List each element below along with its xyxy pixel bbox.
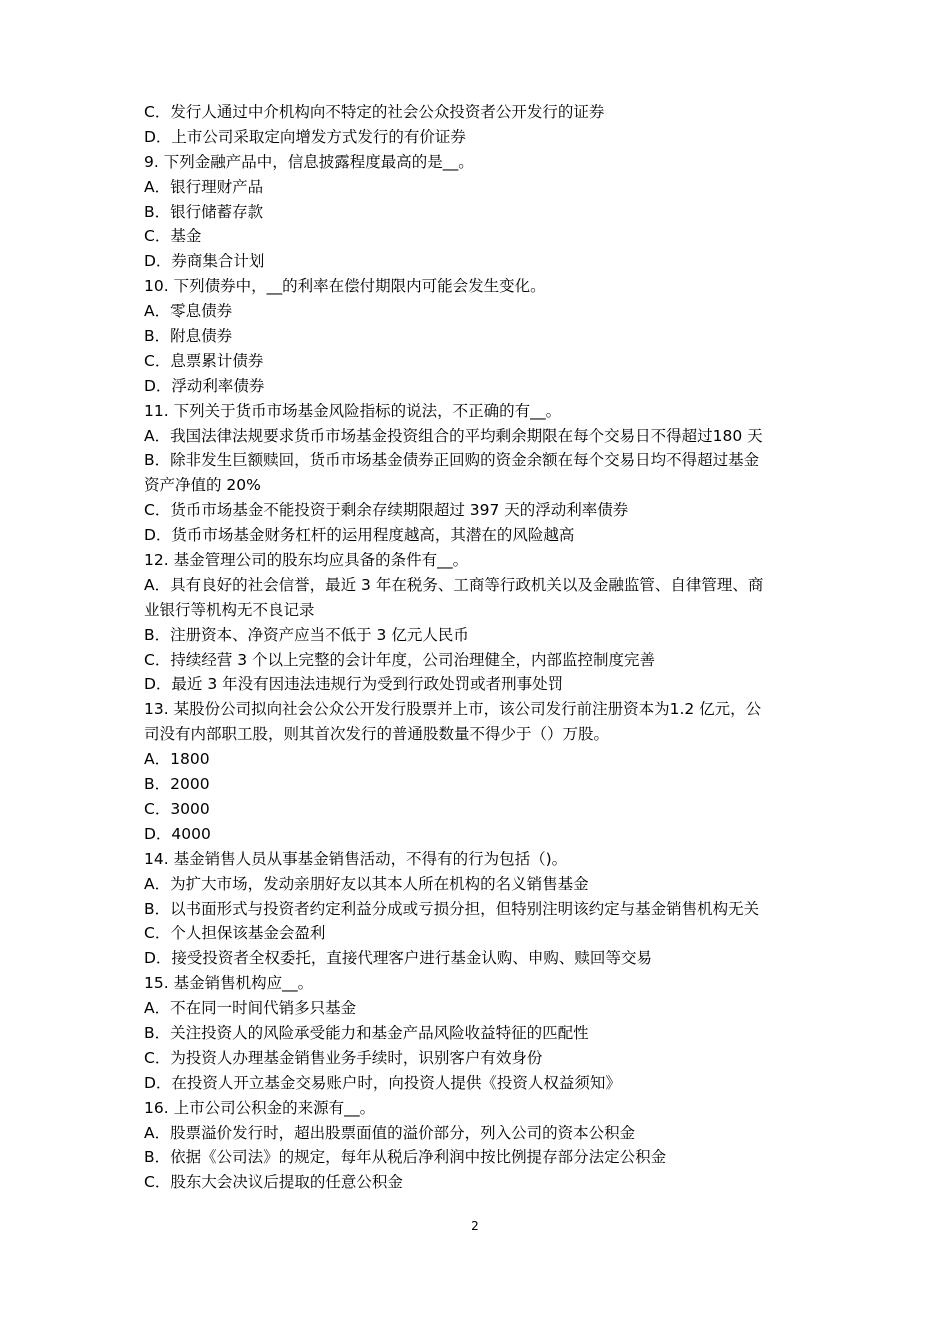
option-line: B．2000 <box>144 775 210 794</box>
option-line: A．零息债券 <box>144 302 233 321</box>
question-line: 11. 下列关于货币市场基金风险指标的说法，不正确的有__。 <box>144 401 562 420</box>
option-line: D．在投资人开立基金交易账户时，向投资人提供《投资人权益须知》 <box>144 1073 621 1092</box>
option-line: C．个人担保该基金会盈利 <box>144 924 326 943</box>
question-line: 15. 基金销售机构应__。 <box>144 974 314 993</box>
question-line: 9. 下列金融产品中，信息披露程度最高的是__。 <box>144 152 474 171</box>
option-line: D．接受投资者全权委托，直接代理客户进行基金认购、申购、赎回等交易 <box>144 949 652 968</box>
option-line: B．除非发生巨额赎回，货币市场基金债券正回购的资金余额在每个交易日均不得超过基金 <box>144 451 760 470</box>
option-line: A．股票溢价发行时，超出股票面值的溢价部分，列入公司的资本公积金 <box>144 1123 636 1142</box>
text-line: D．上市公司采取定向增发方式发行的有价证券 <box>144 127 466 146</box>
option-line: C．3000 <box>144 799 210 818</box>
option-line-continued: 业银行等机构无不良记录 <box>144 600 315 619</box>
option-line: A．不在同一时间代销多只基金 <box>144 999 357 1018</box>
option-line: C．息票累计债券 <box>144 351 264 370</box>
option-line: A．1800 <box>144 750 210 769</box>
option-line: B．注册资本、净资产应当不低于 3 亿元人民币 <box>144 625 469 644</box>
option-line: C．股东大会决议后提取的任意公积金 <box>144 1173 403 1192</box>
option-line: A．银行理财产品 <box>144 177 264 196</box>
option-line: D．4000 <box>144 824 211 843</box>
option-line: B．银行储蓄存款 <box>144 202 264 221</box>
option-line: D．券商集合计划 <box>144 252 265 271</box>
option-line: D．浮动利率债券 <box>144 376 265 395</box>
option-line-continued: 资产净值的 20% <box>144 476 261 495</box>
question-line-continued: 司没有内部职工股，则其首次发行的普通股数量不得少于（）万股。 <box>144 725 610 744</box>
option-line: A．我国法律法规要求货币市场基金投资组合的平均剩余期限在每个交易日不得超过180 天 <box>144 426 763 445</box>
option-line: A．为扩大市场，发动亲朋好友以其本人所在机构的名义销售基金 <box>144 874 589 893</box>
question-line: 13. 某股份公司拟向社会公众公开发行股票并上市，该公司发行前注册资本为1.2 亿元，公 <box>144 700 762 719</box>
text-line: C．发行人通过中介机构向不特定的社会公众投资者公开发行的证券 <box>144 103 605 121</box>
option-line: C．持续经营 3 个以上完整的会计年度，公司治理健全，内部监控制度完善 <box>144 650 656 669</box>
question-line: 12. 基金管理公司的股东均应具备的条件有__。 <box>144 551 469 570</box>
option-line: D．货币市场基金财务杠杆的运用程度越高，其潜在的风险越高 <box>144 526 575 545</box>
option-line: B．关注投资人的风险承受能力和基金产品风险收益特征的匹配性 <box>144 1023 589 1042</box>
question-line: 14. 基金销售人员从事基金销售活动，不得有的行为包括（)。 <box>144 849 568 868</box>
option-line: B．依据《公司法》的规定，每年从税后净利润中按比例提存部分法定公积金 <box>144 1148 667 1167</box>
option-line: C．为投资人办理基金销售业务手续时，识别客户有效身份 <box>144 1048 543 1067</box>
option-line: C．基金 <box>144 227 202 246</box>
question-line: 10. 下列债券中，__的利率在偿付期限内可能会发生变化。 <box>144 277 546 296</box>
option-line: A．具有良好的社会信誉，最近 3 年在税务、工商等行政机关以及金融监管、自律管理、商 <box>144 575 764 594</box>
document-body <box>144 100 812 1195</box>
page-number: 2 <box>471 1219 479 1233</box>
option-line: B．以书面形式与投资者约定利益分成或亏损分担，但特别注明该约定与基金销售机构无关 <box>144 899 760 918</box>
option-line: B．附息债券 <box>144 327 233 346</box>
question-line: 16. 上市公司公积金的来源有__。 <box>144 1098 376 1117</box>
option-line: C．货币市场基金不能投资于剩余存续期限超过 397 天的浮动利率债券 <box>144 501 629 520</box>
option-line: D．最近 3 年没有因违法违规行为受到行政处罚或者刑事处罚 <box>144 675 564 694</box>
